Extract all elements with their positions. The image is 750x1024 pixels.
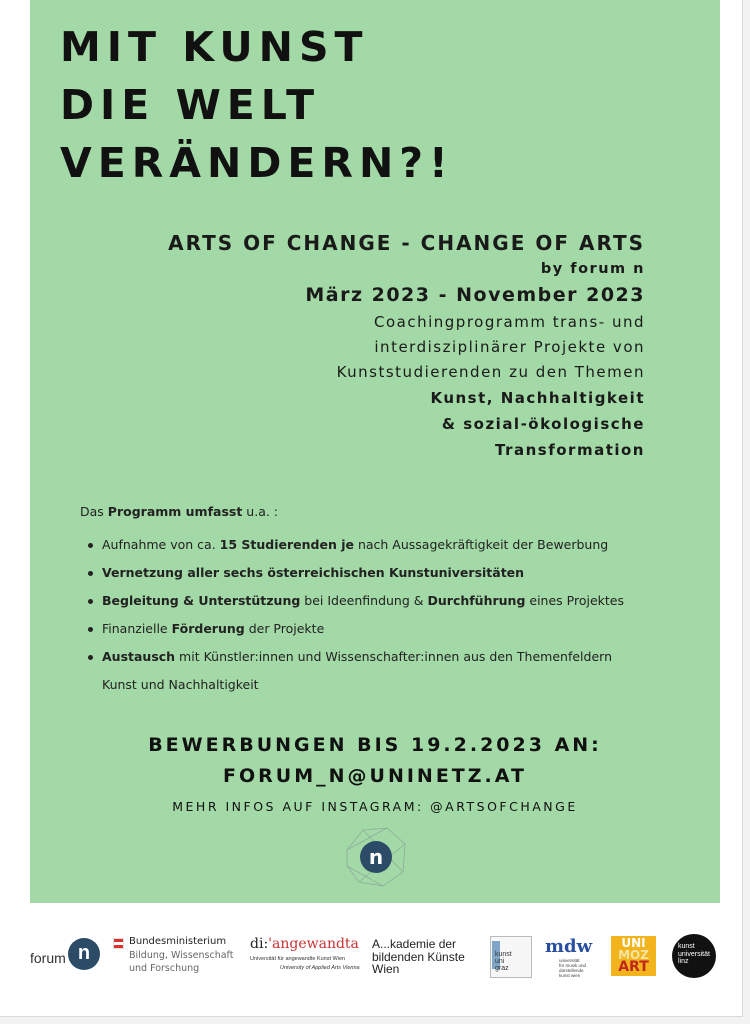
program-item-text: Aufnahme von ca.: [102, 537, 220, 552]
mdw-line-3: darstellende: [559, 968, 584, 973]
headline: [60, 18, 454, 192]
mdw-line-1: universität: [559, 958, 580, 963]
moz-line-2: MOZ: [618, 948, 649, 962]
angewandte-logo: [250, 936, 362, 980]
angewandte-prefix: di:: [250, 936, 269, 952]
program-item-text: mit Künstler:innen und Wissenschafter:innen aus den Themenfeldern: [175, 649, 612, 664]
linz-line-3: linz: [678, 958, 689, 965]
program-item-text: der Projekte: [244, 621, 325, 636]
program-item-text: Vernetzung aller sechs österreichischen Kunstuniversitäten: [102, 565, 525, 580]
subtitle: ARTS OF CHANGE - CHANGE OF ARTS: [168, 231, 645, 255]
description-line-3: Kunststudierenden zu den Themen: [336, 363, 645, 381]
program-intro-suffix: u.a. :: [246, 504, 279, 519]
akbild-line-3: Wien: [372, 962, 400, 976]
bmbwf-line-3: und Forschung: [129, 963, 200, 974]
kug-line-1: kunst: [495, 951, 512, 958]
program-intro: [168, 228, 645, 463]
emblem-letter: n: [368, 845, 384, 869]
program-item: [80, 615, 700, 643]
forum-logo-badge: n: [68, 938, 100, 970]
angewandte-wordmark: 'angewandta: [268, 936, 359, 952]
kug-text: [495, 951, 512, 972]
period: März 2023 - November 2023: [305, 284, 645, 306]
program-item: [80, 643, 700, 671]
austria-flag-icon: [113, 938, 124, 949]
akbild-line-2: bildenden Künste: [372, 949, 465, 964]
akbild-line-1: A...kademie der: [372, 937, 457, 951]
headline-line-3: VERÄNDERN?!: [60, 139, 454, 187]
forum-logo-text: forum: [30, 950, 66, 966]
mdw-text: [559, 958, 586, 978]
mdw-logo: [545, 936, 595, 978]
bmbwf-line-1: Bundesministerium: [129, 936, 227, 947]
theme-line-3: Transformation: [495, 441, 645, 459]
moz-line-1: UNI: [621, 936, 646, 950]
partner-logos: [0, 928, 742, 988]
program-item-text: 15 Studierenden je: [219, 537, 354, 552]
description-line-2: interdisziplinärer Projekte von: [374, 338, 645, 356]
kug-line-2: uni: [495, 958, 505, 965]
forum-n-emblem: [343, 826, 409, 888]
mdw-line-4: kunst wien: [559, 973, 581, 978]
application-deadline: BEWERBUNGEN BIS 19.2.2023 AN:: [148, 734, 602, 756]
linz-line-2: universität: [678, 950, 710, 958]
angewandte-name: [250, 936, 359, 952]
program-item: [80, 671, 700, 699]
linz-line-1: kunst: [678, 943, 695, 950]
application-info: [30, 730, 720, 820]
mdw-line-2: für musik und: [559, 963, 587, 968]
program-intro-bold: Programm umfasst: [107, 504, 243, 519]
program-item-text: Förderung: [171, 621, 245, 636]
mdw-mark: mdw: [545, 936, 593, 957]
description-line-1: Coachingprogramm trans- und: [374, 313, 645, 331]
program-item: [80, 559, 700, 587]
application-email: FORUM_N@UNINETZ.AT: [223, 765, 527, 787]
angewandte-subtitle-en: University of Applied Arts Vienna: [280, 965, 360, 971]
program-intro-prefix: Das: [80, 504, 104, 519]
moz-line-3: ART: [618, 959, 649, 975]
headline-line-1: MIT KUNST: [60, 23, 369, 71]
bmbwf-line-2: Bildung, Wissenschaft: [129, 950, 234, 961]
mozarteum-logo: [611, 936, 656, 976]
program-item-text: Austausch: [102, 649, 176, 664]
akbild-logo: [372, 938, 477, 980]
program-item-text: eines Projektes: [525, 593, 624, 608]
program-item: [80, 531, 700, 559]
linz-text: [678, 943, 710, 966]
program-item-text: nach Aussagekräftigkeit der Bewerbung: [353, 537, 609, 552]
kug-logo: [490, 936, 532, 978]
program-list: [80, 531, 700, 699]
program-intro-line: [80, 503, 700, 521]
program-item-text: Durchführung: [427, 593, 526, 608]
theme-line-1: Kunst, Nachhaltigkeit: [430, 389, 645, 407]
linz-logo: [672, 934, 716, 978]
kug-line-3: graz: [495, 965, 509, 972]
program-item-text: Begleitung & Unterstützung: [102, 593, 301, 608]
theme-line-2: & sozial-ökologische: [441, 415, 645, 433]
angewandte-subtitle: Universität für angewandte Kunst Wien: [250, 956, 346, 962]
program-item-text: Finanzielle: [102, 621, 172, 636]
headline-line-2: DIE WELT: [60, 81, 321, 129]
program-details: [80, 503, 700, 699]
bmbwf-logo: [113, 936, 243, 980]
program-item: [80, 587, 700, 615]
program-item-text: bei Ideenfindung &: [300, 593, 428, 608]
forum-n-logo: [30, 936, 102, 974]
program-item-text: Kunst und Nachhaltigkeit: [102, 677, 259, 692]
by-line: by forum n: [540, 261, 645, 277]
instagram-info: MEHR INFOS AUF INSTAGRAM: @ARTSOFCHANGE: [172, 799, 578, 814]
